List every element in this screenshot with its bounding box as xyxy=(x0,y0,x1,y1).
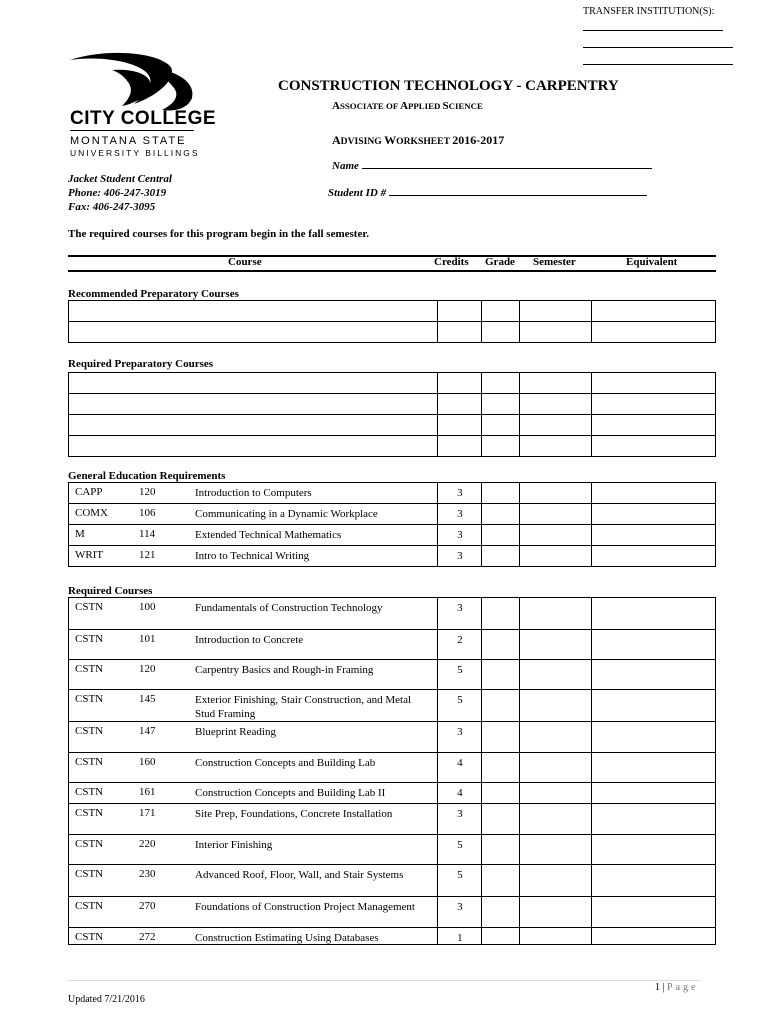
course-title: Carpentry Basics and Rough-in Framing xyxy=(195,664,374,676)
worksheet-subtitle: ADVISING WORKSHEET 2016-2017 xyxy=(332,133,505,147)
grade-cell[interactable] xyxy=(482,928,520,945)
column-course: Course xyxy=(228,256,262,268)
student-id-field xyxy=(328,186,647,199)
course-prefix: CSTN xyxy=(75,693,104,705)
course-prefix: CSTN xyxy=(75,756,104,768)
equivalent-cell[interactable] xyxy=(592,753,716,783)
equivalent-cell[interactable] xyxy=(592,660,716,690)
course-number: 230 xyxy=(139,868,156,880)
table-row xyxy=(69,483,716,504)
equivalent-cell[interactable] xyxy=(592,897,716,928)
course-credits: 5 xyxy=(438,660,482,690)
equivalent-cell[interactable] xyxy=(592,690,716,722)
recommended-preparatory-table xyxy=(68,300,716,343)
contact-phone: Phone: 406-247-3019 xyxy=(68,187,167,199)
course-prefix: CSTN xyxy=(75,838,104,850)
equivalent-cell[interactable] xyxy=(592,504,716,525)
table-row xyxy=(69,865,716,897)
course-title: Exterior Finishing, Stair Construction, and Metal Stud Framing xyxy=(195,694,412,720)
student-id-label: Student ID # xyxy=(328,187,387,199)
logo-text-city-college: CITY COLLEGE xyxy=(70,108,217,129)
course-title: Introduction to Concrete xyxy=(195,634,304,646)
course-credits: 5 xyxy=(438,690,482,722)
logo-text-university-billings: UNIVERSITY BILLINGS xyxy=(70,148,200,158)
semester-cell[interactable] xyxy=(520,897,592,928)
column-semester: Semester xyxy=(533,256,576,268)
course-credits: 3 xyxy=(438,897,482,928)
course-title: Extended Technical Mathematics xyxy=(195,529,342,541)
contact-fax: Fax: 406-247-3095 xyxy=(68,201,156,213)
course-number: 270 xyxy=(139,900,156,912)
grade-cell[interactable] xyxy=(482,804,520,835)
course-title: Construction Concepts and Building Lab xyxy=(195,757,376,769)
course-credits: 5 xyxy=(438,835,482,865)
course-title: Blueprint Reading xyxy=(195,726,276,738)
section-required-preparatory: Required Preparatory Courses xyxy=(68,358,214,370)
equivalent-cell[interactable] xyxy=(592,630,716,660)
course-prefix: CSTN xyxy=(75,931,104,943)
table-row xyxy=(69,835,716,865)
semester-cell[interactable] xyxy=(520,928,592,945)
course-credits: 3 xyxy=(438,546,482,567)
course-title: Introduction to Computers xyxy=(195,487,312,499)
semester-cell[interactable] xyxy=(520,783,592,804)
header-rule-bottom xyxy=(68,270,716,272)
course-cell xyxy=(69,897,438,928)
course-title: Construction Concepts and Building Lab II xyxy=(195,787,386,799)
name-label: Name xyxy=(332,160,359,172)
equivalent-cell[interactable] xyxy=(592,598,716,630)
table-row xyxy=(69,753,716,783)
updated-date: Updated 7/21/2016 xyxy=(68,994,145,1005)
equivalent-cell[interactable] xyxy=(592,865,716,897)
semester-cell[interactable] xyxy=(520,630,592,660)
course-prefix: CSTN xyxy=(75,663,104,675)
header-rule-top xyxy=(68,255,716,257)
column-equivalent: Equivalent xyxy=(626,256,678,268)
semester-cell[interactable] xyxy=(520,835,592,865)
transfer-line-1[interactable] xyxy=(583,30,723,31)
course-cell xyxy=(69,804,438,835)
required-courses-table xyxy=(68,597,716,945)
fall-semester-note: The required courses for this program begin in the fall semester. xyxy=(68,228,369,240)
grade-cell[interactable] xyxy=(482,660,520,690)
table-row xyxy=(69,722,716,753)
equivalent-cell[interactable] xyxy=(592,525,716,546)
course-cell xyxy=(69,630,438,660)
semester-cell[interactable] xyxy=(520,660,592,690)
semester-cell[interactable] xyxy=(520,804,592,835)
grade-cell[interactable] xyxy=(482,690,520,722)
semester-cell[interactable] xyxy=(520,598,592,630)
grade-cell[interactable] xyxy=(482,525,520,546)
course-credits: 3 xyxy=(438,722,482,753)
student-id-line[interactable] xyxy=(389,186,647,196)
course-prefix: CSTN xyxy=(75,786,104,798)
name-line[interactable] xyxy=(362,159,652,169)
grade-cell[interactable] xyxy=(482,546,520,567)
equivalent-cell[interactable] xyxy=(592,483,716,504)
course-credits: 3 xyxy=(438,483,482,504)
required-preparatory-table xyxy=(68,372,716,457)
equivalent-cell[interactable] xyxy=(592,546,716,567)
course-credits: 2 xyxy=(438,630,482,660)
table-row xyxy=(69,630,716,660)
grade-cell[interactable] xyxy=(482,483,520,504)
course-number: 120 xyxy=(139,486,156,498)
course-number: 171 xyxy=(139,807,156,819)
course-number: 145 xyxy=(139,693,156,705)
course-number: 272 xyxy=(139,931,156,943)
course-prefix: CSTN xyxy=(75,807,104,819)
grade-cell[interactable] xyxy=(482,897,520,928)
section-recommended-preparatory: Recommended Preparatory Courses xyxy=(68,288,239,300)
course-prefix: COMX xyxy=(75,507,109,519)
equivalent-cell[interactable] xyxy=(592,783,716,804)
course-credits: 3 xyxy=(438,525,482,546)
contact-office: Jacket Student Central xyxy=(68,173,172,185)
table-row xyxy=(69,897,716,928)
course-title: Construction Estimating Using Databases xyxy=(195,932,379,944)
course-number: 121 xyxy=(139,549,156,561)
section-general-education: General Education Requirements xyxy=(68,470,226,482)
table-cell[interactable] xyxy=(69,301,438,322)
course-title: Intro to Technical Writing xyxy=(195,550,310,562)
course-prefix: CAPP xyxy=(75,486,103,498)
course-credits: 4 xyxy=(438,783,482,804)
course-title: Communicating in a Dynamic Workplace xyxy=(195,508,378,520)
grade-cell[interactable] xyxy=(482,753,520,783)
table-row xyxy=(69,690,716,722)
course-cell xyxy=(69,546,438,567)
table-cell[interactable] xyxy=(69,322,438,343)
grade-cell[interactable] xyxy=(482,865,520,897)
semester-cell[interactable] xyxy=(520,690,592,722)
table-row xyxy=(69,504,716,525)
table-row xyxy=(69,783,716,804)
course-cell xyxy=(69,722,438,753)
course-credits: 3 xyxy=(438,804,482,835)
grade-cell[interactable] xyxy=(482,630,520,660)
transfer-line-3[interactable] xyxy=(583,64,733,65)
course-cell xyxy=(69,598,438,630)
equivalent-cell[interactable] xyxy=(592,722,716,753)
table-row xyxy=(69,525,716,546)
column-credits: Credits xyxy=(434,256,469,268)
equivalent-cell[interactable] xyxy=(592,835,716,865)
section-required-courses: Required Courses xyxy=(68,585,153,597)
course-credits: 1 xyxy=(438,928,482,945)
course-prefix: M xyxy=(75,528,85,540)
grade-cell[interactable] xyxy=(482,598,520,630)
course-number: 106 xyxy=(139,507,156,519)
course-cell xyxy=(69,865,438,897)
logo-text-montana-state: MONTANA STATE xyxy=(70,135,187,147)
course-cell xyxy=(69,783,438,804)
table-row xyxy=(69,546,716,567)
course-number: 114 xyxy=(139,528,156,540)
course-prefix: CSTN xyxy=(75,868,104,880)
course-number: 160 xyxy=(139,756,156,768)
name-field xyxy=(332,159,652,172)
grade-cell[interactable] xyxy=(482,783,520,804)
grade-cell[interactable] xyxy=(482,835,520,865)
course-cell xyxy=(69,660,438,690)
course-cell xyxy=(69,835,438,865)
logo-divider xyxy=(70,130,194,131)
degree-subtitle: ASSOCIATE OF APPLIED SCIENCE xyxy=(332,100,483,112)
course-number: 220 xyxy=(139,838,156,850)
course-credits: 3 xyxy=(438,504,482,525)
semester-cell[interactable] xyxy=(520,525,592,546)
program-title: CONSTRUCTION TECHNOLOGY - CARPENTRY xyxy=(278,78,619,94)
table-row xyxy=(69,598,716,630)
course-prefix: CSTN xyxy=(75,633,104,645)
course-prefix: CSTN xyxy=(75,601,104,613)
course-title: Site Prep, Foundations, Concrete Installation xyxy=(195,808,393,820)
semester-cell[interactable] xyxy=(520,722,592,753)
table-row xyxy=(69,928,716,945)
equivalent-cell[interactable] xyxy=(592,804,716,835)
course-number: 161 xyxy=(139,786,156,798)
course-title: Fundamentals of Construction Technology xyxy=(195,602,383,614)
course-prefix: CSTN xyxy=(75,725,104,737)
semester-cell[interactable] xyxy=(520,753,592,783)
semester-cell[interactable] xyxy=(520,546,592,567)
semester-cell[interactable] xyxy=(520,504,592,525)
table-row xyxy=(69,804,716,835)
course-credits: 3 xyxy=(438,598,482,630)
grade-cell[interactable] xyxy=(482,504,520,525)
footer-rule xyxy=(68,980,700,981)
contact-info xyxy=(68,172,172,214)
transfer-line-2[interactable] xyxy=(583,47,733,48)
course-title: Advanced Roof, Floor, Wall, and Stair Systems xyxy=(195,869,404,881)
course-prefix: CSTN xyxy=(75,900,104,912)
page-number: 1 | Page xyxy=(655,982,699,993)
semester-cell[interactable] xyxy=(520,865,592,897)
column-grade: Grade xyxy=(485,256,515,268)
course-credits: 4 xyxy=(438,753,482,783)
course-number: 100 xyxy=(139,601,156,613)
course-cell xyxy=(69,928,438,945)
course-title: Interior Finishing xyxy=(195,839,273,851)
course-number: 101 xyxy=(139,633,156,645)
grade-cell[interactable] xyxy=(482,722,520,753)
course-cell xyxy=(69,753,438,783)
semester-cell[interactable] xyxy=(520,483,592,504)
equivalent-cell[interactable] xyxy=(592,928,716,945)
course-cell xyxy=(69,525,438,546)
course-credits: 5 xyxy=(438,865,482,897)
course-number: 147 xyxy=(139,725,156,737)
course-cell xyxy=(69,483,438,504)
general-education-table xyxy=(68,482,716,567)
course-cell xyxy=(69,504,438,525)
course-cell xyxy=(69,690,438,722)
course-title: Foundations of Construction Project Management xyxy=(195,901,415,913)
table-row xyxy=(69,660,716,690)
transfer-institution-label: TRANSFER INSTITUTION(S): xyxy=(583,6,715,17)
course-prefix: WRIT xyxy=(75,549,104,561)
course-number: 120 xyxy=(139,663,156,675)
